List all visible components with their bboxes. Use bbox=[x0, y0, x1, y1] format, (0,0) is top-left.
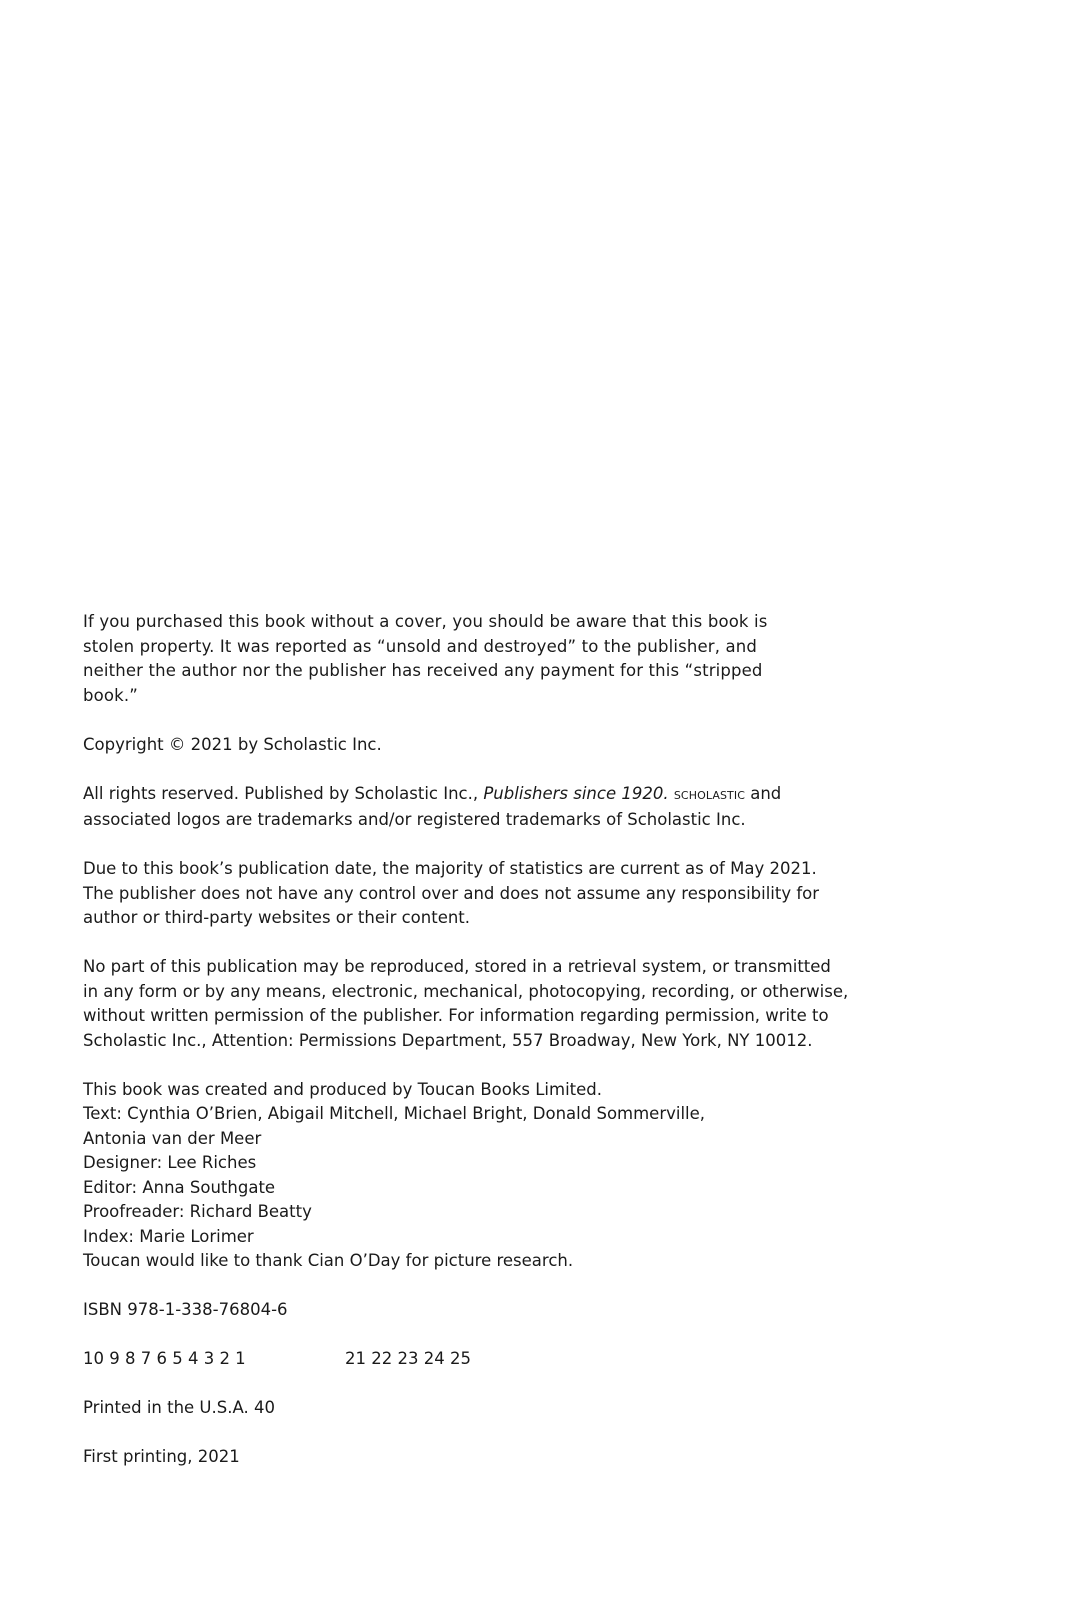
credits-line: Antonia van der Meer bbox=[83, 1128, 262, 1148]
copyright-line: Copyright © 2021 by Scholastic Inc. bbox=[83, 734, 382, 754]
publication-line: author or third-party websites or their content. bbox=[83, 908, 471, 927]
rights-notice bbox=[83, 782, 803, 833]
credits-line: Proofreader: Richard Beatty bbox=[83, 1202, 312, 1221]
isbn bbox=[83, 1298, 803, 1323]
permission-line: Scholastic Inc., Attention: Permissions Department, 557 Broadway, New York, NY 10012. bbox=[83, 1030, 813, 1050]
credits bbox=[83, 1078, 803, 1274]
publisher-tagline: Publishers since 1920. bbox=[483, 783, 669, 803]
rights-line-2: associated logos are trademarks and/or registered trademarks of Scholastic Inc. bbox=[83, 810, 746, 829]
rights-prefix: All rights reserved. Published by Scholastic Inc., bbox=[83, 783, 484, 803]
credits-line: Index: Marie Lorimer bbox=[83, 1226, 254, 1246]
rights-line-1 bbox=[83, 782, 803, 809]
printed-in-line: Printed in the U.S.A. 40 bbox=[83, 1398, 275, 1417]
copyright-notice bbox=[83, 733, 803, 758]
publication-line: The publisher does not have any control over and does not assume any responsibility for bbox=[83, 883, 820, 903]
printing-years: 21 22 23 24 25 bbox=[345, 1349, 471, 1368]
publication-line: Due to this book’s publication date, the majority of statistics are current as of May 2021. bbox=[83, 859, 817, 878]
credits-line: Editor: Anna Southgate bbox=[83, 1177, 276, 1197]
credits-line: Text: Cynthia O’Brien, Abigail Mitchell, Michael Bright, Donald Sommerville, bbox=[83, 1104, 706, 1123]
permission-line: in any form or by any means, electronic, mechanical, photocopying, recording, or otherwise, bbox=[83, 981, 849, 1001]
rights-suffix: and bbox=[744, 783, 782, 803]
notice-line: If you purchased this book without a cover, you should be aware that this book is bbox=[83, 612, 768, 631]
first-printing bbox=[83, 1445, 803, 1470]
credits-line: Toucan would like to thank Cian O’Day for picture research. bbox=[83, 1251, 574, 1270]
isbn-line: ISBN 978-1-338-76804-6 bbox=[83, 1300, 288, 1319]
permission-line: No part of this publication may be reproduced, stored in a retrieval system, or transmitted bbox=[83, 957, 831, 976]
credits-line: Designer: Lee Riches bbox=[83, 1153, 257, 1172]
stripped-book-notice bbox=[83, 610, 803, 708]
first-printing-line: First printing, 2021 bbox=[83, 1447, 240, 1466]
printed-in bbox=[83, 1396, 803, 1421]
scholastic-wordmark: SCHOLASTIC bbox=[673, 788, 745, 802]
permission-line: without written permission of the publisher. For information regarding permission, write to bbox=[83, 1006, 829, 1025]
impression-numbers: 10 9 8 7 6 5 4 3 2 1 bbox=[83, 1349, 246, 1368]
copyright-page bbox=[83, 610, 849, 1494]
notice-line: book.” bbox=[83, 685, 138, 705]
publication-date-notice bbox=[83, 857, 820, 931]
notice-line: neither the author nor the publisher has received any payment for this “stripped bbox=[83, 661, 763, 680]
notice-line: stolen property. It was reported as “unsold and destroyed” to the publisher, and bbox=[83, 636, 757, 656]
printing-number-line bbox=[83, 1347, 803, 1372]
credits-line: This book was created and produced by Toucan Books Limited. bbox=[83, 1079, 602, 1099]
permission-notice bbox=[83, 955, 849, 1053]
